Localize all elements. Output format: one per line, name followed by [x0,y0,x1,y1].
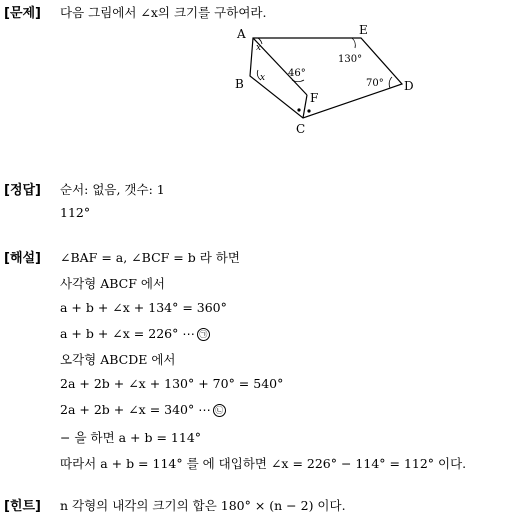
solution-line-3: a + b + ∠x = 226° ⋯ ㉠ [60,326,210,341]
solution-line-6: 2a + 2b + ∠x = 340° ⋯ ㉡ [60,402,226,417]
label-A: A [237,27,246,41]
solution-line-7: − 을 하면 a + b = 114° [60,430,202,445]
label-E: E [359,23,368,37]
marker-2: ㉡ [213,404,226,417]
label-B: B [235,77,244,91]
solution-line-5: 2a + 2b + ∠x + 130° + 70° = 540° [60,376,284,391]
solution-line-2: a + b + ∠x + 134° = 360° [60,300,227,315]
angle-70: 70° [366,78,384,89]
answer-tag: [정답] [4,183,41,198]
solution-line-4: 오각형 ABCDE 에서 [60,352,176,367]
pentagon-figure [0,0,514,160]
problem-text: 다음 그림에서 ∠x의 크기를 구하여라. [60,5,267,20]
hint-text: n 각형의 내각의 크기의 합은 180° × (n − 2) 이다. [60,498,346,513]
angle-46: 46° [288,68,306,79]
solution-line-0: ∠BAF = a, ∠BCF = b 라 하면 [60,250,240,265]
label-D: D [404,79,414,93]
label-C: C [296,122,306,136]
hint-tag: [힌트] [4,499,41,514]
angle-a: x [256,43,262,53]
label-F: F [310,91,319,105]
angle-130: 130° [338,54,363,65]
problem-tag: [문제] [4,6,41,21]
solution-line-8: 따라서 a + b = 114° 를 에 대입하면 ∠x = 226° − 114° = 112° 이다. [60,456,467,471]
marker-1: ㉠ [197,328,210,341]
answer-line1: 순서: 없음, 갯수: 1 [60,182,165,197]
solution-line-1: 사각형 ABCF 에서 [60,276,166,291]
angle-x: x [260,73,266,83]
answer-line2: 112° [60,205,91,220]
solution-tag: [해설] [4,251,41,266]
